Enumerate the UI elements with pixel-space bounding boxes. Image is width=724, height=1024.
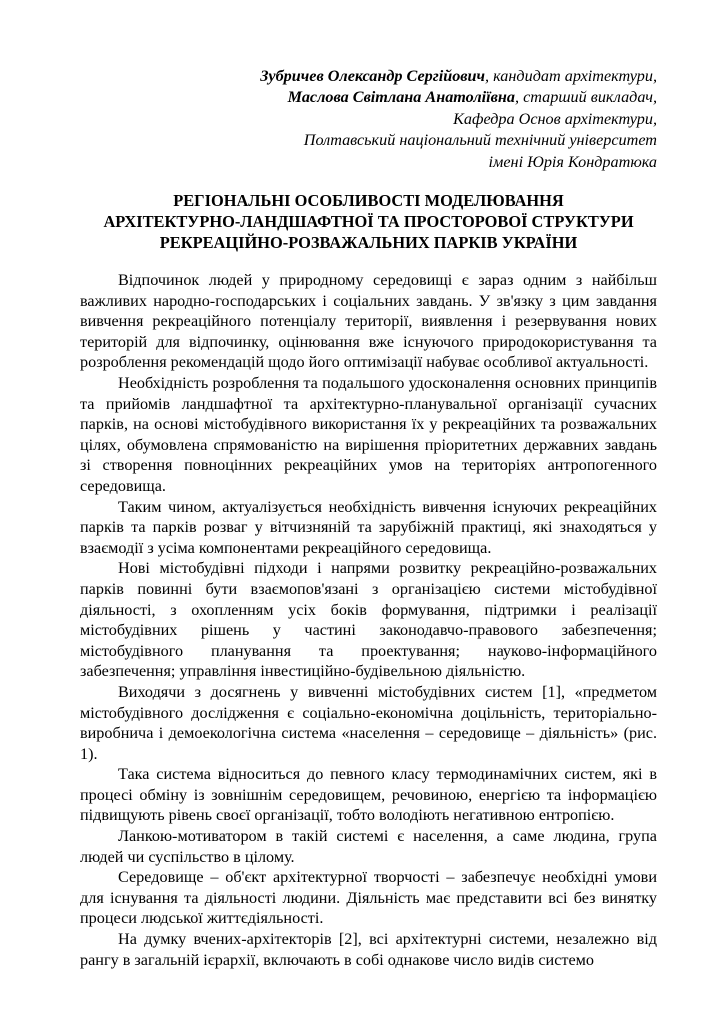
affiliation-line: імені Юрія Кондратюка — [488, 152, 657, 171]
paper-title — [80, 190, 657, 253]
document-page — [80, 66, 657, 970]
title-line: РЕГІОНАЛЬНІ ОСОБЛИВОСТІ МОДЕЛЮВАННЯ — [173, 191, 564, 211]
body-paragraph: Таким чином, актуалізується необхідність вивчення існуючих рекреаційних парків та парків розваг у вітчизняній та зарубіжній практиці, які знаходяться у взаємодії з усіма компонентами рекреаційного середовища. — [80, 497, 657, 557]
body-paragraph: Середовище – об'єкт архітектурної творчості – забезпечує необхідні умови для існування та діяльності людини. Діяльність має представити всі без винятку процеси людської життєдіяльності. — [80, 868, 657, 928]
author-name: Зубричев Олександр Сергійович — [260, 67, 486, 85]
author-line — [80, 87, 657, 108]
author-role: , старший викладач, — [514, 88, 657, 107]
author-line — [80, 66, 657, 87]
paper-body — [80, 270, 657, 970]
author-block — [80, 66, 657, 173]
title-line: АРХІТЕКТУРНО-ЛАНДШАФТНОЇ ТА ПРОСТОРОВОЇ СТРУКТУРИ — [103, 212, 634, 232]
affiliation-line: Кафедра Основ архітектури, — [453, 109, 657, 128]
body-paragraph: Така система відноситься до певного класу термодинамічних систем, які в процесі обміну із зовнішнім середовищем, речовиною, енергією та інформацією підвищують рівень своєї організації, тобто володіють негативною ентропією. — [80, 765, 657, 825]
author-name: Маслова Світлана Анатоліївна — [287, 88, 515, 107]
author-role: , кандидат архітектури, — [485, 67, 657, 85]
body-paragraph: На думку вчених-архітекторів [2], всі архітектурні системи, незалежно від рангу в загальній ієрархії, включають в собі однакове число видів системо — [80, 930, 657, 969]
body-paragraph: Виходячи з досягнень у вивченні містобудівних систем [1], «предметом містобудівного дослідження є соціально-економічна доцільність, територіально-виробнича і демоекологічна система «населення – середовище – діяльність» (рис. 1). — [80, 682, 657, 763]
body-paragraph: Нові містобудівні підходи і напрями розвитку рекреаційно-розважальних парків повинні бути взаємопов'язані з організацією системи містобудівної діяльності, з охопленням усіх боків формування, підтримки і реалізації містобудівних рішень у частині законодавчо-правового забезпечення; містобудівного планування та проектування; науково-інформаційного забезпечення; управління інвестиційно-будівельною діяльністю. — [80, 559, 657, 681]
title-line: РЕКРЕАЦІЙНО-РОЗВАЖАЛЬНИХ ПАРКІВ УКРАЇНИ — [159, 233, 578, 253]
affiliation-line: Полтавський національний технічний університет — [303, 131, 657, 150]
body-paragraph: Відпочинок людей у природному середовищі є зараз одним з найбільш важливих народно-господарських і соціальних завдань. У зв'язку з цим завдання вивчення рекреаційного потенціалу території, виявлення і резервування нових територій для відпочинку, оцінювання вже існуючого природокористування та розроблення рекомендацій щодо його оптимізації набуває особливої актуальності. — [80, 271, 657, 372]
body-paragraph: Необхідність розроблення та подальшого удосконалення основних принципів та прийомів ландшафтної та архітектурно-планувальної організації сучасних парків, на основі містобудівного використання їх у рекреаційних та розважальних цілях, обумовлена спрямованістю на вирішення пріоритетних державних завдань зі створення повноцінних рекреаційних умов на територіях антропогенного середовища. — [80, 374, 657, 495]
body-paragraph: Ланкою-мотиватором в такій системі є населення, а саме людина, група людей чи суспільство в цілому. — [80, 827, 657, 866]
